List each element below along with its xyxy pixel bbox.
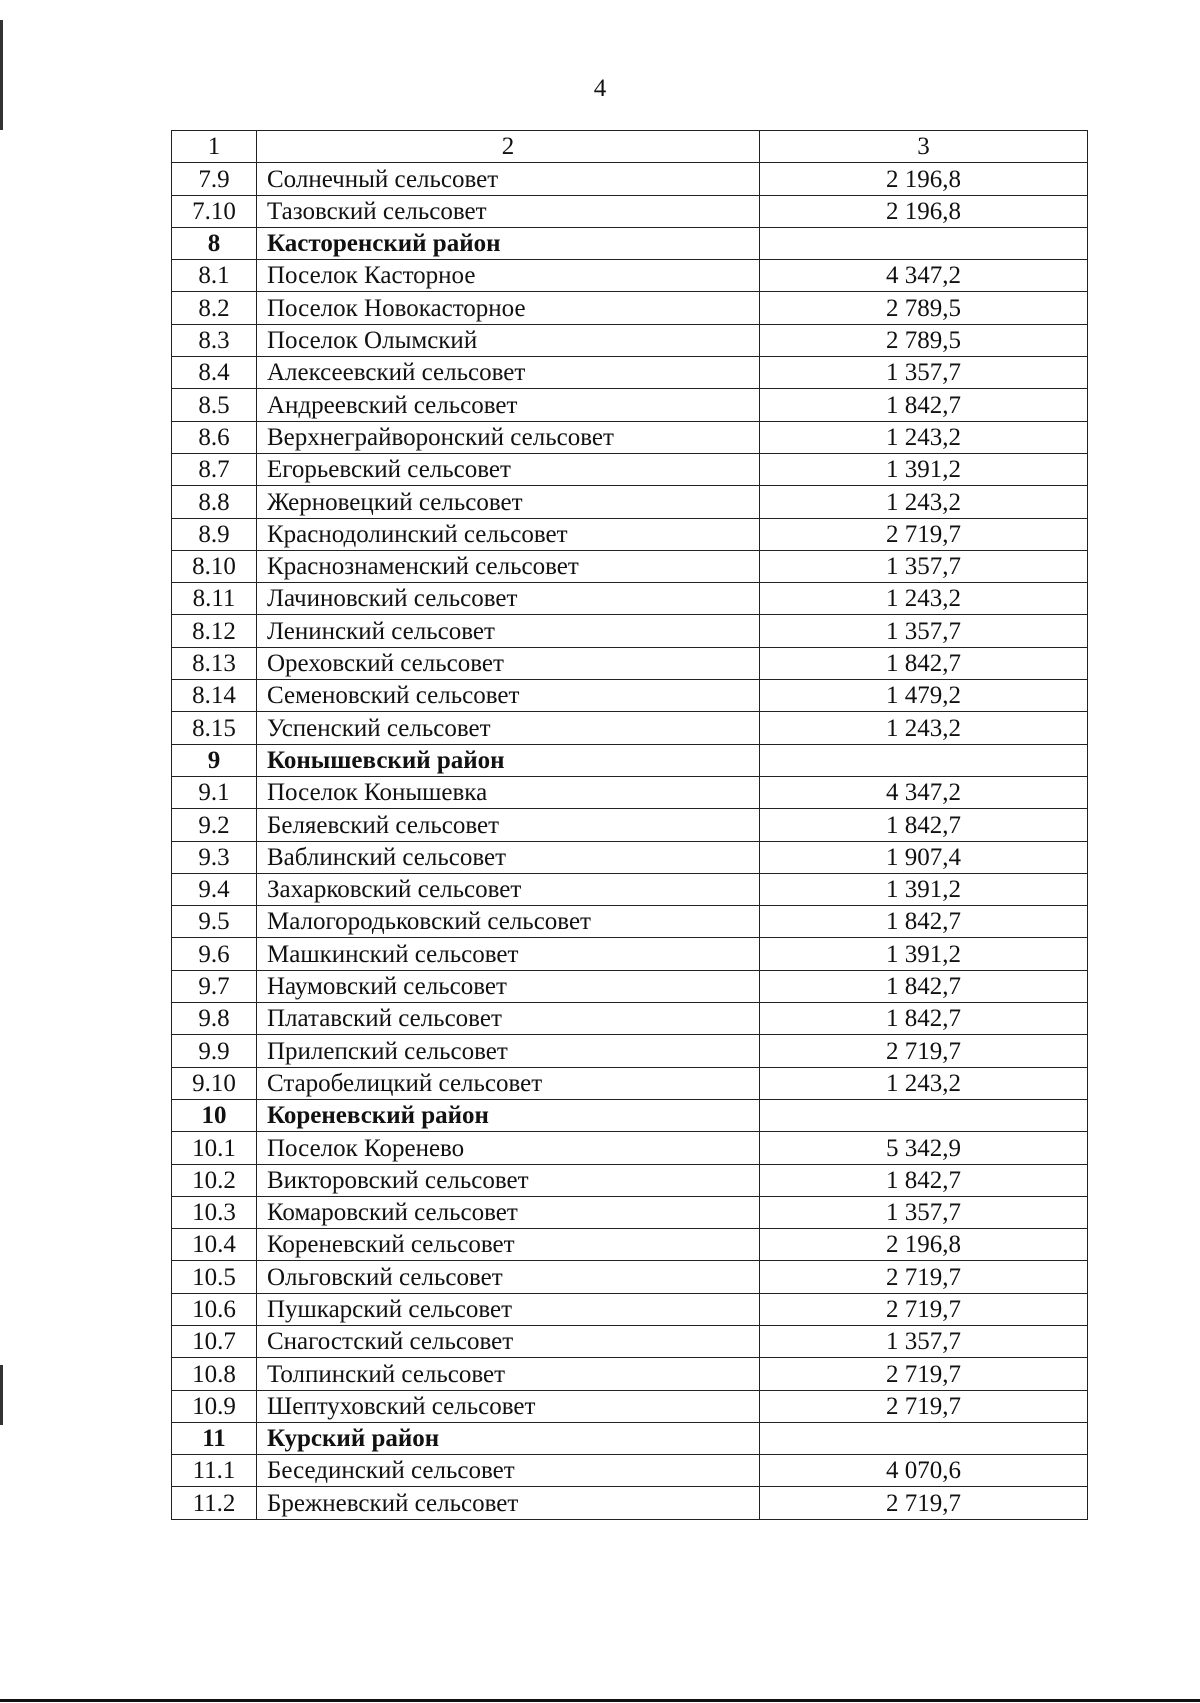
- settlement-name: Андреевский сельсовет: [257, 389, 760, 421]
- section-row: [172, 227, 1088, 259]
- table-body: [172, 131, 1088, 1520]
- settlement-name: Ореховский сельсовет: [257, 647, 760, 679]
- row-number: 10.8: [172, 1358, 257, 1390]
- table-row: [172, 938, 1088, 970]
- district-name: Конышевский район: [257, 744, 760, 776]
- row-value: 1 842,7: [760, 906, 1088, 938]
- table-row: [172, 1487, 1088, 1519]
- row-value: 4 347,2: [760, 776, 1088, 808]
- row-number: 9.7: [172, 970, 257, 1002]
- row-value: 2 719,7: [760, 1358, 1088, 1390]
- settlement-name: Толпинский сельсовет: [257, 1358, 760, 1390]
- table-row: [172, 712, 1088, 744]
- table-row: [172, 873, 1088, 905]
- settlement-name: Платавский сельсовет: [257, 1003, 760, 1035]
- table-row: [172, 970, 1088, 1002]
- table-row: [172, 357, 1088, 389]
- table-row: [172, 776, 1088, 808]
- settlement-name: Комаровский сельсовет: [257, 1196, 760, 1228]
- row-value: 1 243,2: [760, 1067, 1088, 1099]
- row-value: 1 243,2: [760, 421, 1088, 453]
- table-row: [172, 1067, 1088, 1099]
- row-number: 8.13: [172, 647, 257, 679]
- settlement-name: Пушкарский сельсовет: [257, 1293, 760, 1325]
- table-row: [172, 1358, 1088, 1390]
- settlement-name: Ленинский сельсовет: [257, 615, 760, 647]
- settlement-name: Захарковский сельсовет: [257, 873, 760, 905]
- settlement-name: Солнечный сельсовет: [257, 163, 760, 195]
- section-row: [172, 1422, 1088, 1454]
- table-row: [172, 906, 1088, 938]
- row-value: 2 196,8: [760, 195, 1088, 227]
- table-row: [172, 1390, 1088, 1422]
- row-number: 8.8: [172, 486, 257, 518]
- district-name: Касторенский район: [257, 227, 760, 259]
- settlement-name: Алексеевский сельсовет: [257, 357, 760, 389]
- row-number: 10.2: [172, 1164, 257, 1196]
- table-row: [172, 260, 1088, 292]
- row-value: 2 719,7: [760, 1390, 1088, 1422]
- row-value: 2 789,5: [760, 324, 1088, 356]
- table-row: [172, 1196, 1088, 1228]
- settlement-name: Старобелицкий сельсовет: [257, 1067, 760, 1099]
- table-row: [172, 324, 1088, 356]
- settlement-name: Краснознаменский сельсовет: [257, 550, 760, 582]
- table-row: [172, 615, 1088, 647]
- row-number: 8: [172, 227, 257, 259]
- table-row: [172, 550, 1088, 582]
- settlement-name: Малогородьковский сельсовет: [257, 906, 760, 938]
- row-number: 10.9: [172, 1390, 257, 1422]
- settlement-name: Поселок Конышевка: [257, 776, 760, 808]
- settlement-name: Жерновецкий сельсовет: [257, 486, 760, 518]
- row-number: 8.5: [172, 389, 257, 421]
- settlement-name: Поселок Новокасторное: [257, 292, 760, 324]
- settlement-name: Ольговский сельсовет: [257, 1261, 760, 1293]
- row-value: 1 842,7: [760, 389, 1088, 421]
- row-value: 1 842,7: [760, 809, 1088, 841]
- header-col-2: 2: [257, 131, 760, 163]
- row-number: 9.6: [172, 938, 257, 970]
- row-number: 8.2: [172, 292, 257, 324]
- table-row: [172, 1261, 1088, 1293]
- row-number: 10.7: [172, 1325, 257, 1357]
- section-row: [172, 1099, 1088, 1131]
- row-value: 4 070,6: [760, 1455, 1088, 1487]
- row-value: 2 719,7: [760, 1035, 1088, 1067]
- row-number: 9.3: [172, 841, 257, 873]
- row-value: 1 391,2: [760, 938, 1088, 970]
- district-name: Курский район: [257, 1422, 760, 1454]
- settlement-name: Наумовский сельсовет: [257, 970, 760, 1002]
- row-value: 1 391,2: [760, 873, 1088, 905]
- row-value: 1 243,2: [760, 712, 1088, 744]
- table-header-row: [172, 131, 1088, 163]
- table-row: [172, 421, 1088, 453]
- row-value: 1 357,7: [760, 1196, 1088, 1228]
- row-value: 1 357,7: [760, 1325, 1088, 1357]
- row-value: [760, 227, 1088, 259]
- row-value: 1 391,2: [760, 453, 1088, 485]
- row-number: 9.2: [172, 809, 257, 841]
- settlement-name: Беляевский сельсовет: [257, 809, 760, 841]
- row-number: 10: [172, 1099, 257, 1131]
- table-row: [172, 1455, 1088, 1487]
- row-value: 4 347,2: [760, 260, 1088, 292]
- row-value: 1 842,7: [760, 647, 1088, 679]
- row-number: 10.3: [172, 1196, 257, 1228]
- table-row: [172, 1164, 1088, 1196]
- settlement-name: Лачиновский сельсовет: [257, 583, 760, 615]
- row-number: 8.6: [172, 421, 257, 453]
- table-row: [172, 389, 1088, 421]
- table-row: [172, 583, 1088, 615]
- row-number: 9.1: [172, 776, 257, 808]
- row-number: 9.4: [172, 873, 257, 905]
- row-number: 8.9: [172, 518, 257, 550]
- row-value: 1 357,7: [760, 615, 1088, 647]
- row-number: 11.2: [172, 1487, 257, 1519]
- table-row: [172, 163, 1088, 195]
- table-row: [172, 1035, 1088, 1067]
- header-col-3: 3: [760, 131, 1088, 163]
- row-value: 1 842,7: [760, 1003, 1088, 1035]
- row-number: 8.3: [172, 324, 257, 356]
- page-number: 4: [593, 75, 607, 102]
- table-row: [172, 453, 1088, 485]
- row-value: 2 719,7: [760, 1293, 1088, 1325]
- table-row: [172, 292, 1088, 324]
- settlement-name: Брежневский сельсовет: [257, 1487, 760, 1519]
- scan-edge-mark: [0, 20, 3, 130]
- scan-bottom-edge: [0, 1699, 1200, 1702]
- row-number: 8.10: [172, 550, 257, 582]
- settlement-name: Шептуховский сельсовет: [257, 1390, 760, 1422]
- settlement-name: Успенский сельсовет: [257, 712, 760, 744]
- settlement-name: Викторовский сельсовет: [257, 1164, 760, 1196]
- row-number: 9.9: [172, 1035, 257, 1067]
- row-number: 7.10: [172, 195, 257, 227]
- row-number: 9: [172, 744, 257, 776]
- settlement-name: Прилепский сельсовет: [257, 1035, 760, 1067]
- settlement-name: Краснодолинский сельсовет: [257, 518, 760, 550]
- settlement-name: Ваблинский сельсовет: [257, 841, 760, 873]
- row-value: 2 719,7: [760, 518, 1088, 550]
- row-value: 2 196,8: [760, 1229, 1088, 1261]
- row-value: 1 479,2: [760, 680, 1088, 712]
- row-value: 2 789,5: [760, 292, 1088, 324]
- row-value: 1 243,2: [760, 583, 1088, 615]
- row-value: 2 719,7: [760, 1487, 1088, 1519]
- table-row: [172, 195, 1088, 227]
- table-row: [172, 841, 1088, 873]
- table-row: [172, 1325, 1088, 1357]
- settlement-name: Верхнеграйворонский сельсовет: [257, 421, 760, 453]
- row-number: 8.12: [172, 615, 257, 647]
- row-number: 11.1: [172, 1455, 257, 1487]
- settlement-name: Бесединский сельсовет: [257, 1455, 760, 1487]
- row-number: 10.6: [172, 1293, 257, 1325]
- district-name: Кореневский район: [257, 1099, 760, 1131]
- row-value: 5 342,9: [760, 1132, 1088, 1164]
- settlement-name: Семеновский сельсовет: [257, 680, 760, 712]
- row-value: 1 357,7: [760, 550, 1088, 582]
- table-row: [172, 809, 1088, 841]
- header-col-1: 1: [172, 131, 257, 163]
- section-row: [172, 744, 1088, 776]
- table-row: [172, 1132, 1088, 1164]
- row-number: 8.7: [172, 453, 257, 485]
- row-value: 1 842,7: [760, 1164, 1088, 1196]
- row-number: 9.8: [172, 1003, 257, 1035]
- settlement-name: Снагостский сельсовет: [257, 1325, 760, 1357]
- row-value: 1 907,4: [760, 841, 1088, 873]
- settlement-name: Поселок Коренево: [257, 1132, 760, 1164]
- row-value: 1 842,7: [760, 970, 1088, 1002]
- table-row: [172, 647, 1088, 679]
- table-row: [172, 680, 1088, 712]
- row-number: 10.1: [172, 1132, 257, 1164]
- row-value: 1 357,7: [760, 357, 1088, 389]
- row-number: 8.14: [172, 680, 257, 712]
- settlement-name: Поселок Олымский: [257, 324, 760, 356]
- table-row: [172, 518, 1088, 550]
- row-value: 2 196,8: [760, 163, 1088, 195]
- table-row: [172, 1003, 1088, 1035]
- row-number: 8.11: [172, 583, 257, 615]
- row-value: [760, 1422, 1088, 1454]
- row-value: [760, 1099, 1088, 1131]
- row-number: 9.5: [172, 906, 257, 938]
- settlement-name: Егорьевский сельсовет: [257, 453, 760, 485]
- row-number: 8.4: [172, 357, 257, 389]
- row-number: 11: [172, 1422, 257, 1454]
- row-value: 1 243,2: [760, 486, 1088, 518]
- row-number: 8.15: [172, 712, 257, 744]
- table-row: [172, 1293, 1088, 1325]
- table-row: [172, 1229, 1088, 1261]
- table-row: [172, 486, 1088, 518]
- settlement-name: Поселок Касторное: [257, 260, 760, 292]
- row-number: 10.4: [172, 1229, 257, 1261]
- row-number: 10.5: [172, 1261, 257, 1293]
- settlement-name: Кореневский сельсовет: [257, 1229, 760, 1261]
- allocation-table: [171, 130, 1088, 1520]
- row-number: 7.9: [172, 163, 257, 195]
- row-value: 2 719,7: [760, 1261, 1088, 1293]
- row-value: [760, 744, 1088, 776]
- settlement-name: Машкинский сельсовет: [257, 938, 760, 970]
- scan-edge-mark: [0, 1365, 3, 1425]
- settlement-name: Тазовский сельсовет: [257, 195, 760, 227]
- row-number: 9.10: [172, 1067, 257, 1099]
- row-number: 8.1: [172, 260, 257, 292]
